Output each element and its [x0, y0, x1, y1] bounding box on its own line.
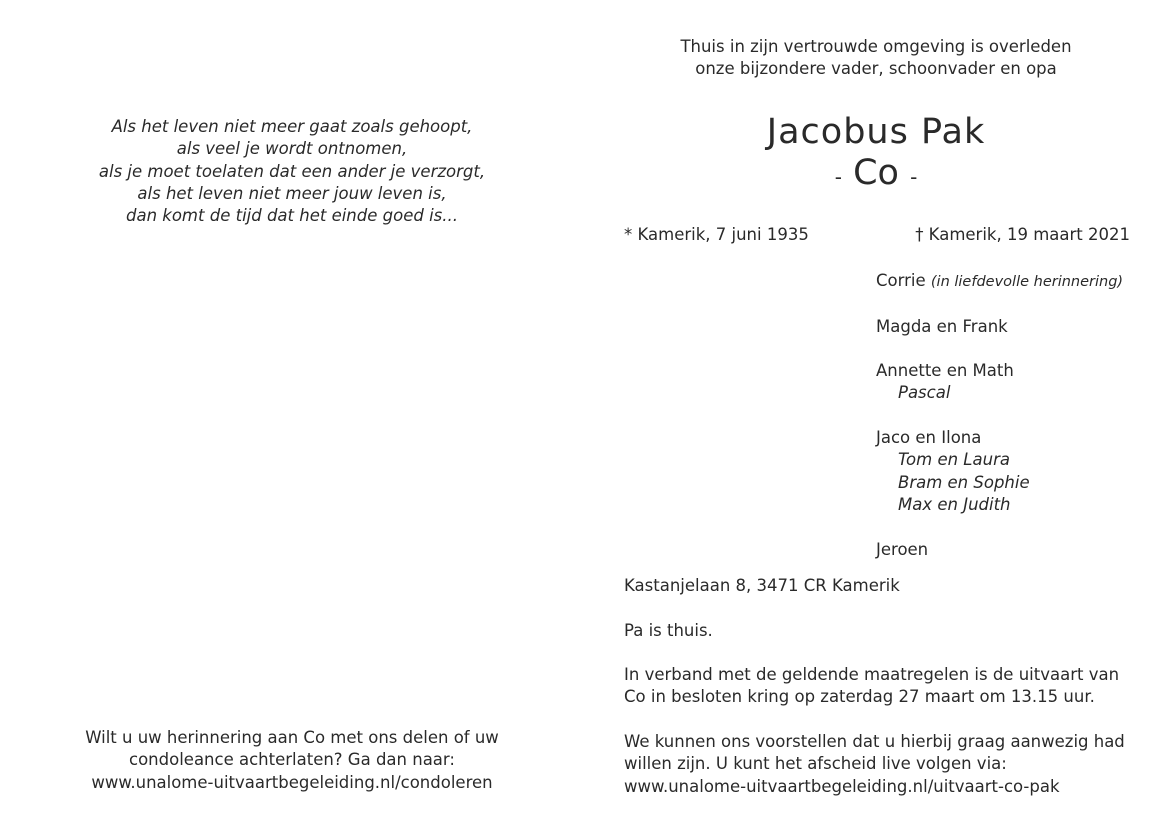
condolence-text: [60, 727, 524, 794]
announcement-intro: [600, 36, 1152, 80]
poem-line: als veel je wordt ontnomen,: [176, 139, 408, 159]
home-note: Pa is thuis.: [624, 620, 713, 640]
family-note: (in liefdevolle herinnering): [930, 274, 1124, 290]
stream-line: willen zijn. U kunt het afscheid live volgen via:: [624, 754, 1007, 774]
family-entry: Magda en Frank: [876, 316, 1008, 336]
stream-link[interactable]: www.unalome-uitvaartbegeleiding.nl/uitvaart-co-pak: [624, 776, 1060, 796]
death-info: † Kamerik, 19 maart 2021: [915, 225, 1130, 244]
intro-line: onze bijzondere vader, schoonvader en opa: [695, 59, 1057, 78]
family-entry: [876, 270, 1151, 293]
nickname-dash: -: [834, 165, 842, 189]
grandchild-entry: Max en Judith: [898, 494, 1011, 514]
poem-line: dan komt de tijd dat het einde goed is...: [126, 206, 458, 226]
nickname-dash: -: [910, 165, 918, 189]
grandchild-entry: Pascal: [898, 383, 951, 403]
poem-line: Als het leven niet meer gaat zoals gehoopt,: [111, 117, 473, 136]
poem: [60, 116, 524, 227]
grandchild-entry: Bram en Sophie: [898, 472, 1030, 492]
notice-block: [624, 575, 1152, 798]
deceased-name: Jacobus Pak: [766, 112, 986, 152]
family-name: Corrie: [876, 271, 926, 290]
family-entry: Jaco en Ilona: [876, 428, 982, 448]
family-list: [876, 270, 1151, 561]
grandchild-entry: Tom en Laura: [898, 450, 1010, 470]
condolence-link[interactable]: www.unalome-uitvaartbegeleiding.nl/condoleren: [91, 772, 493, 792]
funeral-line: In verband met de geldende maatregelen is de uitvaart van: [624, 665, 1120, 685]
deceased-nickname-row: [600, 152, 1152, 198]
condolence-line: condoleance achterlaten? Ga dan naar:: [129, 750, 455, 770]
stream-line: We kunnen ons voorstellen dat u hierbij graag aanwezig had: [624, 732, 1125, 752]
address: Kastanjelaan 8, 3471 CR Kamerik: [624, 576, 900, 595]
funeral-line: Co in besloten kring op zaterdag 27 maart om 13.15 uur.: [624, 687, 1095, 707]
birth-info: * Kamerik, 7 juni 1935: [624, 225, 809, 244]
family-entry: Jeroen: [876, 539, 929, 559]
family-entry: Annette en Math: [876, 361, 1014, 381]
deceased-nickname: Co: [853, 153, 899, 193]
poem-line: als je moet toelaten dat een ander je verzorgt,: [98, 161, 486, 181]
poem-line: als het leven niet meer jouw leven is,: [137, 183, 447, 203]
condolence-line: Wilt u uw herinnering aan Co met ons delen of uw: [85, 728, 499, 747]
intro-line: Thuis in zijn vertrouwde omgeving is overleden: [680, 37, 1072, 56]
